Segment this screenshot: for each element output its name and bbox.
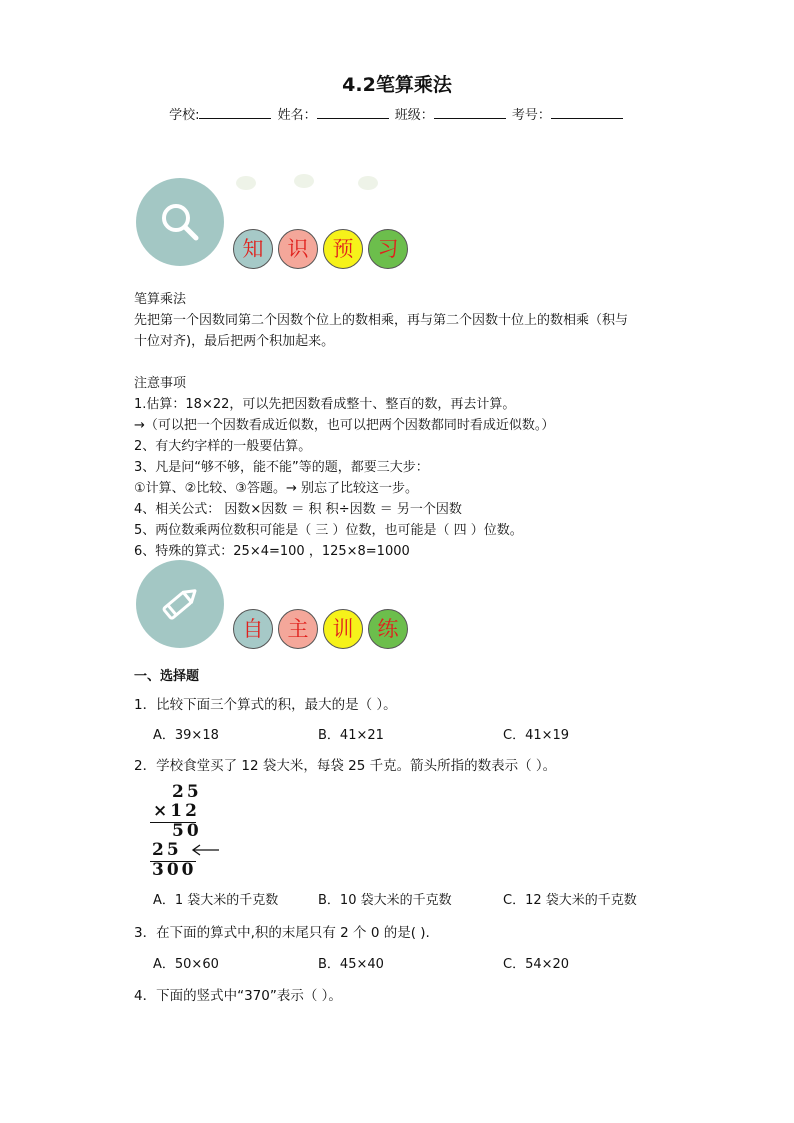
magnifier-icon (156, 198, 204, 246)
q1-option-c: C．41×19 (503, 728, 570, 743)
pencil-icon (156, 580, 204, 628)
arrow-left-icon (190, 843, 220, 857)
rule-line-2: 十位对齐)，最后把两个积加起来。 (134, 334, 335, 349)
note-item: ①计算、②比较、③答题。→ 别忘了比较这一步。 (134, 481, 418, 496)
banner-char-2: 识 (278, 229, 318, 269)
preview-heading: 笔算乘法 (134, 292, 187, 307)
question-1: 1．比较下面三个算式的积，最大的是（ ）。 (134, 697, 397, 713)
banner-decoration (294, 174, 314, 188)
page-title: 4.2笔算乘法 (342, 74, 452, 96)
note-item: 3、凡是问“够不够，能不能”等的题，都要三大步： (134, 460, 429, 475)
q1-option-b: B．41×21 (318, 728, 384, 743)
question-3: 3．在下面的算式中,积的末尾只有 2 个 0 的是( ). (134, 925, 430, 941)
exam-number-label: 考号： (511, 108, 551, 123)
student-info-line (0, 104, 794, 123)
note-item: →（可以把一个因数看成近似数，也可以把两个因数都同时看成近似数。） (134, 418, 555, 433)
class-blank (434, 106, 506, 119)
vertical-row-2: ×12 (153, 801, 200, 821)
vertical-row-3: 50 (172, 821, 202, 841)
exam-number-blank (551, 106, 623, 119)
q3-option-c: C．54×20 (503, 957, 570, 972)
note-item: 6、特殊的算式：25×4=100 ，125×8=1000 (134, 544, 410, 559)
rule-line-1: 先把第一个因数同第二个因数个位上的数相乘，再与第二个因数十位上的数相乘（积与 (134, 313, 629, 328)
banner-char-1: 自 (233, 609, 273, 649)
note-item: 2、有大约字样的一般要估算。 (134, 439, 312, 454)
name-label: 姓名： (277, 108, 317, 123)
note-item: 1.估算：18×22，可以先把因数看成整十、整百的数，再去计算。 (134, 397, 516, 412)
name-blank (317, 106, 389, 119)
banner-decoration (236, 176, 256, 190)
banner-char-3: 训 (323, 609, 363, 649)
self-training-banner (136, 560, 426, 660)
note-item: 5、两位数乘两位数积可能是（ 三 ）位数，也可能是（ 四 ）位数。 (134, 523, 523, 538)
school-label: 学校: (169, 108, 200, 123)
banner-decoration (358, 176, 378, 190)
school-blank (199, 106, 271, 119)
banner-char-3: 预 (323, 229, 363, 269)
question-4: 4．下面的竖式中“370”表示（ ）。 (134, 988, 342, 1004)
banner-circle (136, 560, 224, 648)
vertical-row-4: 25 (152, 840, 182, 860)
banner-char-4: 练 (368, 609, 408, 649)
vertical-row-1: 25 (172, 782, 202, 802)
class-label: 班级： (394, 108, 434, 123)
q1-option-a: A．39×18 (153, 728, 219, 743)
q2-option-a: A．1 袋大米的千克数 (153, 893, 279, 908)
note-item: 4、相关公式： 因数×因数 ＝ 积 积÷因数 ＝ 另一个因数 (134, 502, 462, 517)
banner-char-1: 知 (233, 229, 273, 269)
q3-option-a: A．50×60 (153, 957, 219, 972)
notes-heading: 注意事项 (134, 376, 187, 391)
banner-circle (136, 178, 224, 266)
banner-char-4: 习 (368, 229, 408, 269)
q2-option-c: C．12 袋大米的千克数 (503, 893, 637, 908)
knowledge-preview-banner (136, 178, 426, 278)
q2-option-b: B．10 袋大米的千克数 (318, 893, 452, 908)
section-heading: 一、选择题 (134, 669, 200, 684)
vertical-row-5: 300 (152, 860, 197, 880)
banner-char-2: 主 (278, 609, 318, 649)
question-2: 2．学校食堂买了 12 袋大米，每袋 25 千克。箭头所指的数表示（ ）。 (134, 758, 557, 774)
q3-option-b: B．45×40 (318, 957, 384, 972)
